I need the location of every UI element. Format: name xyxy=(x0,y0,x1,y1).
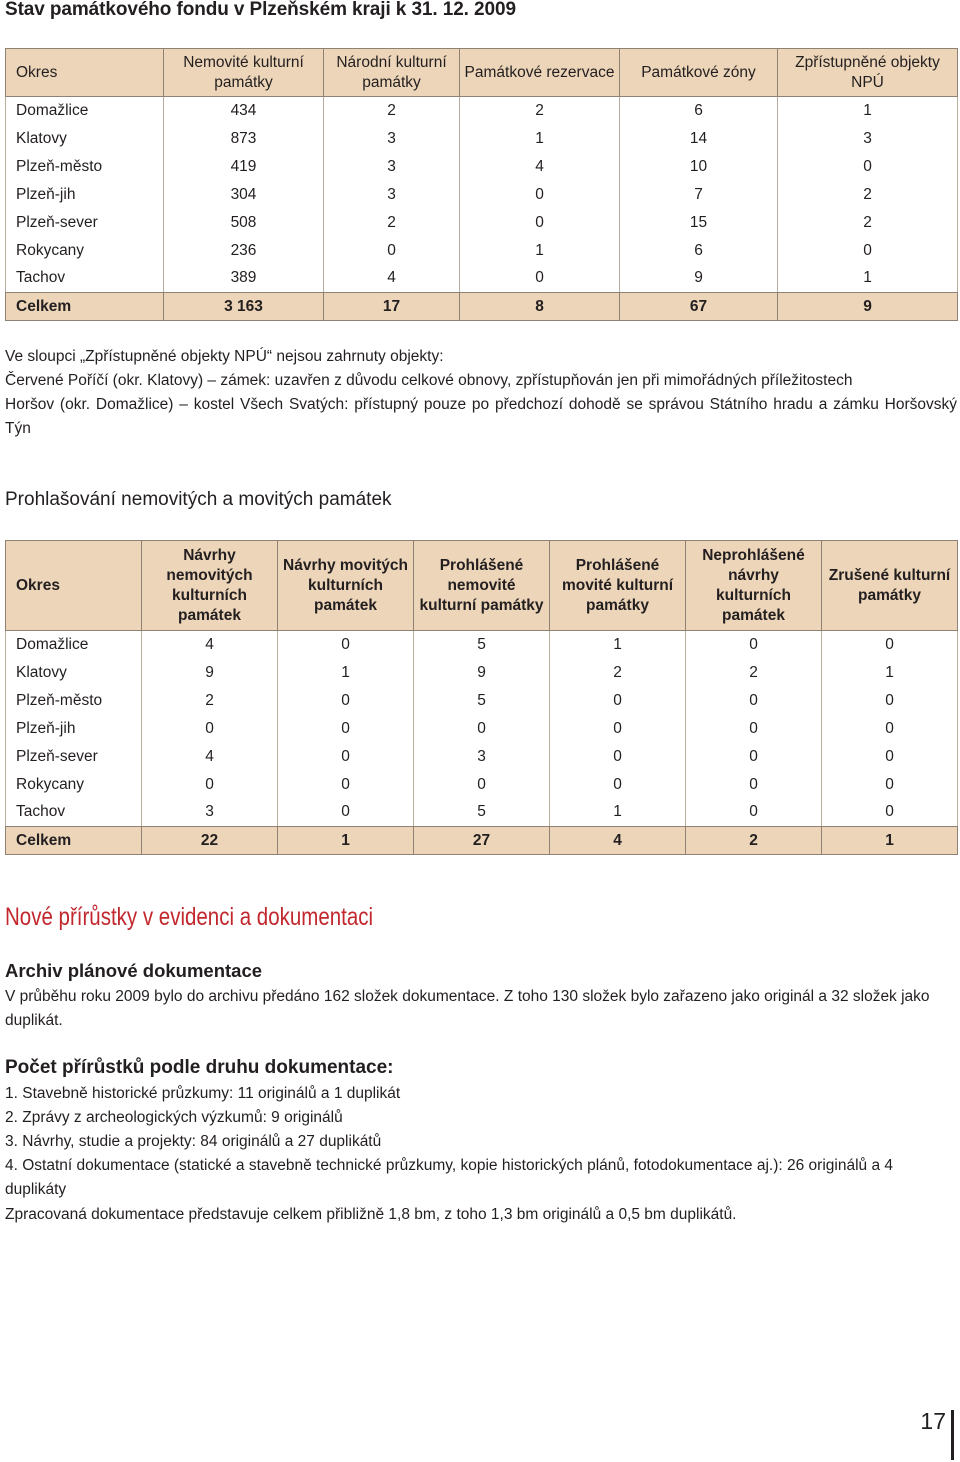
table-row xyxy=(6,659,958,687)
total-cell: 3 163 xyxy=(164,293,324,321)
total-cell: 27 xyxy=(414,827,550,855)
district-cell: Domažlice xyxy=(6,631,142,659)
table-cell: 0 xyxy=(460,181,620,209)
table-cell: 1 xyxy=(460,237,620,265)
district-cell: Klatovy xyxy=(6,659,142,687)
table-row xyxy=(6,631,958,659)
table-cell: 304 xyxy=(164,181,324,209)
district-cell: Tachov xyxy=(6,799,142,827)
section-title-red: Nové přírůstky v evidenci a dokumentaci xyxy=(5,903,374,931)
table-cell: 0 xyxy=(142,771,278,799)
table-cell: 14 xyxy=(620,125,778,153)
list-item: 3. Návrhy, studie a projekty: 84 originálů a 27 duplikátů xyxy=(5,1133,382,1150)
district-cell: Plzeň-město xyxy=(6,687,142,715)
page-number: 17 xyxy=(920,1408,946,1434)
column-header: Památkové zóny xyxy=(620,49,778,97)
table-cell: 9 xyxy=(142,659,278,687)
table-cell: 1 xyxy=(778,265,958,293)
table-row xyxy=(6,743,958,771)
table-cell: 389 xyxy=(164,265,324,293)
table-cell: 0 xyxy=(778,237,958,265)
column-header: Nemovité kulturní památky xyxy=(164,49,324,97)
table-cell: 9 xyxy=(414,659,550,687)
table-cell: 1 xyxy=(822,659,958,687)
column-header: Prohlášené movité kulturní památky xyxy=(550,541,686,631)
column-header: Návrhy nemovitých kulturních památek xyxy=(142,541,278,631)
table-row xyxy=(6,237,958,265)
district-cell: Plzeň-jih xyxy=(6,181,164,209)
table-cell: 5 xyxy=(414,631,550,659)
table-cell: 1 xyxy=(550,799,686,827)
table-cell: 4 xyxy=(142,743,278,771)
table-cell: 10 xyxy=(620,153,778,181)
table-cell: 2 xyxy=(142,687,278,715)
district-cell: Klatovy xyxy=(6,125,164,153)
table-row xyxy=(6,153,958,181)
table-row xyxy=(6,125,958,153)
table-header-row xyxy=(6,49,958,97)
table-cell: 1 xyxy=(278,659,414,687)
total-cell: 67 xyxy=(620,293,778,321)
total-cell: 2 xyxy=(686,827,822,855)
table-cell: 0 xyxy=(686,799,822,827)
table-cell: 0 xyxy=(686,631,822,659)
table-cell: 2 xyxy=(778,181,958,209)
page-title: Stav památkového fondu v Plzeňském kraji k 31. 12. 2009 xyxy=(5,0,516,20)
table-cell: 6 xyxy=(620,97,778,125)
table-cell: 0 xyxy=(822,799,958,827)
column-header: Okres xyxy=(6,49,164,97)
total-row xyxy=(6,293,958,321)
table-cell: 0 xyxy=(686,771,822,799)
note-line: Červené Poříčí (okr. Klatovy) – zámek: uzavřen z důvodu celkové obnovy, zpřístupňován jen při mimořádných příležitostech xyxy=(5,372,853,389)
table-cell: 2 xyxy=(550,659,686,687)
district-cell: Plzeň-jih xyxy=(6,715,142,743)
table-row xyxy=(6,687,958,715)
table-cell: 0 xyxy=(686,687,822,715)
table-cell: 0 xyxy=(278,771,414,799)
table-cell: 508 xyxy=(164,209,324,237)
table-row xyxy=(6,97,958,125)
column-header: Národní kulturní památky xyxy=(324,49,460,97)
total-cell: 4 xyxy=(550,827,686,855)
table-cell: 5 xyxy=(414,687,550,715)
district-cell: Plzeň-sever xyxy=(6,743,142,771)
table-cell: 2 xyxy=(778,209,958,237)
table-cell: 0 xyxy=(278,631,414,659)
increments-heading: Počet přírůstků podle druhu dokumentace: xyxy=(5,1057,394,1078)
table-cell: 1 xyxy=(550,631,686,659)
table-cell: 0 xyxy=(822,631,958,659)
table-cell: 0 xyxy=(460,265,620,293)
total-cell: 8 xyxy=(460,293,620,321)
table-cell: 3 xyxy=(414,743,550,771)
table-cell: 0 xyxy=(550,687,686,715)
table-row xyxy=(6,265,958,293)
table-row xyxy=(6,181,958,209)
table-cell: 0 xyxy=(550,715,686,743)
table-cell: 419 xyxy=(164,153,324,181)
table-row xyxy=(6,799,958,827)
district-cell: Rokycany xyxy=(6,237,164,265)
table-cell: 4 xyxy=(142,631,278,659)
notes-intro: Ve sloupci „Zpřístupněné objekty NPÚ“ nejsou zahrnuty objekty: xyxy=(5,348,444,365)
district-cell: Rokycany xyxy=(6,771,142,799)
monument-status-table xyxy=(5,48,958,321)
table-cell: 0 xyxy=(686,743,822,771)
table-cell: 3 xyxy=(324,125,460,153)
table-row xyxy=(6,715,958,743)
column-header: Zrušené kulturní památky xyxy=(822,541,958,631)
table-cell: 0 xyxy=(778,153,958,181)
district-cell: Plzeň-sever xyxy=(6,209,164,237)
total-cell: 22 xyxy=(142,827,278,855)
district-cell: Plzeň-město xyxy=(6,153,164,181)
archive-text: V průběhu roku 2009 bylo do archivu předáno 162 složek dokumentace. Z toho 130 složek bylo zařazeno jako originál a 32 složek jako duplikát. xyxy=(5,988,930,1029)
total-cell: 1 xyxy=(278,827,414,855)
total-row xyxy=(6,827,958,855)
district-cell: Domažlice xyxy=(6,97,164,125)
table-row xyxy=(6,771,958,799)
table-cell: 15 xyxy=(620,209,778,237)
table-cell: 0 xyxy=(278,799,414,827)
list-item: 1. Stavebně historické průzkumy: 11 originálů a 1 duplikát xyxy=(5,1085,401,1102)
column-header: Okres xyxy=(6,541,142,631)
column-header: Návrhy movitých kulturních památek xyxy=(278,541,414,631)
table-cell: 9 xyxy=(620,265,778,293)
table-cell: 236 xyxy=(164,237,324,265)
note-line: Horšov (okr. Domažlice) – kostel Všech Svatých: přístupný pouze po předchozí dohodě se správou Státního hradu a zámku Horšovský Týn xyxy=(5,396,957,437)
total-label: Celkem xyxy=(6,293,164,321)
table-cell: 0 xyxy=(550,771,686,799)
table-cell: 3 xyxy=(324,153,460,181)
table-cell: 0 xyxy=(822,771,958,799)
table-cell: 4 xyxy=(460,153,620,181)
district-cell: Tachov xyxy=(6,265,164,293)
table-cell: 0 xyxy=(822,687,958,715)
table-cell: 0 xyxy=(460,209,620,237)
table-cell: 0 xyxy=(278,687,414,715)
table-cell: 434 xyxy=(164,97,324,125)
table-cell: 4 xyxy=(324,265,460,293)
table-cell: 0 xyxy=(278,743,414,771)
table-cell: 0 xyxy=(822,715,958,743)
list-item: 2. Zprávy z archeologických výzkumů: 9 originálů xyxy=(5,1109,343,1126)
table-cell: 873 xyxy=(164,125,324,153)
table-cell: 2 xyxy=(460,97,620,125)
table-cell: 7 xyxy=(620,181,778,209)
list-item: 4. Ostatní dokumentace (statické a stavebně technické průzkumy, kopie historických plánů, fotodokumentace aj.): 26 originálů a 4 duplikáty xyxy=(5,1157,893,1198)
section-heading: Prohlašování nemovitých a movitých památek xyxy=(5,489,392,510)
table-cell: 0 xyxy=(142,715,278,743)
table-cell: 3 xyxy=(324,181,460,209)
table-cell: 0 xyxy=(414,715,550,743)
table-cell: 2 xyxy=(686,659,822,687)
table-cell: 6 xyxy=(620,237,778,265)
column-header: Prohlášené nemovité kulturní památky xyxy=(414,541,550,631)
total-cell: 17 xyxy=(324,293,460,321)
table-cell: 0 xyxy=(686,715,822,743)
total-cell: 1 xyxy=(822,827,958,855)
table-cell: 0 xyxy=(414,771,550,799)
table-cell: 3 xyxy=(142,799,278,827)
table-cell: 2 xyxy=(324,97,460,125)
table-cell: 0 xyxy=(324,237,460,265)
table-cell: 0 xyxy=(278,715,414,743)
total-label: Celkem xyxy=(6,827,142,855)
table-row xyxy=(6,209,958,237)
table-cell: 5 xyxy=(414,799,550,827)
total-cell: 9 xyxy=(778,293,958,321)
table-cell: 2 xyxy=(324,209,460,237)
table-cell: 3 xyxy=(778,125,958,153)
archive-heading: Archiv plánové dokumentace xyxy=(5,960,263,981)
table-cell: 1 xyxy=(460,125,620,153)
declarations-table xyxy=(5,540,958,855)
column-header: Zpřístupněné objekty NPÚ xyxy=(778,49,958,97)
column-header: Památkové rezervace xyxy=(460,49,620,97)
table-header-row xyxy=(6,541,958,631)
page-number-rule xyxy=(951,1410,954,1460)
table-cell: 1 xyxy=(778,97,958,125)
column-header: Neprohlášené návrhy kulturních památek xyxy=(686,541,822,631)
table-cell: 0 xyxy=(822,743,958,771)
summary-text: Zpracovaná dokumentace představuje celkem přibližně 1,8 bm, z toho 1,3 bm originálů a 0,5 bm duplikátů. xyxy=(5,1206,737,1223)
table-cell: 0 xyxy=(550,743,686,771)
